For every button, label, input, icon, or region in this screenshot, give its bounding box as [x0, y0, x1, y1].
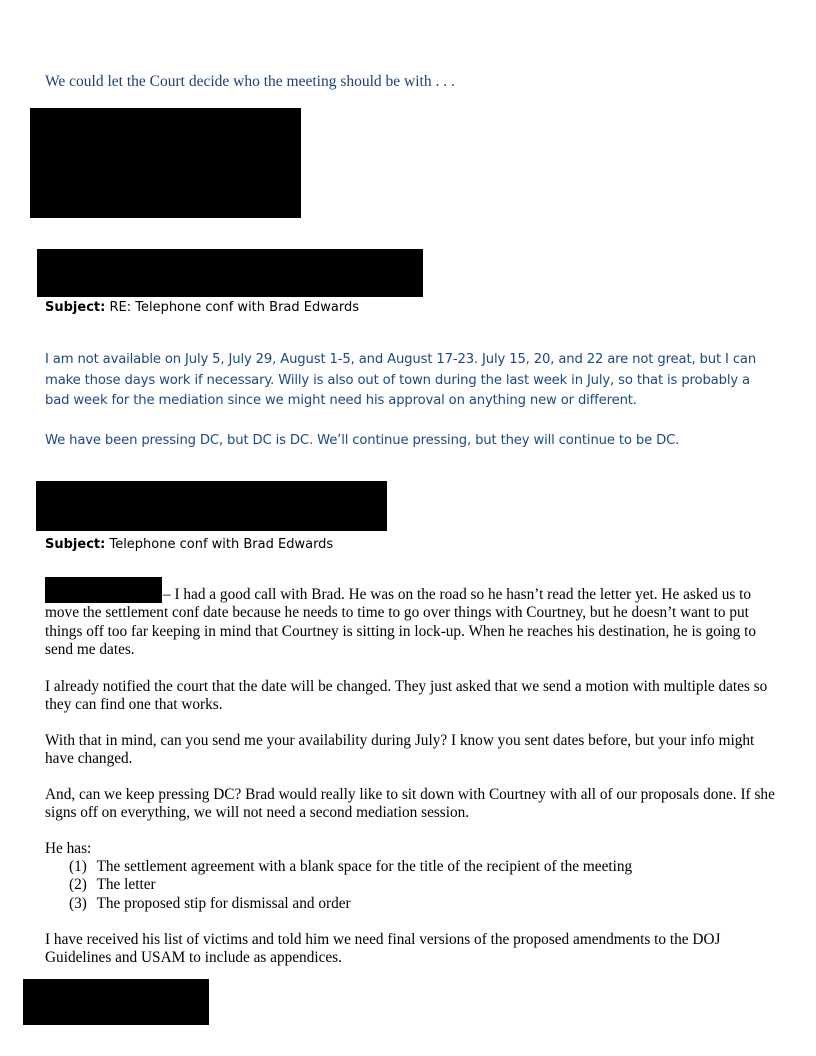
- subject-label: Subject:: [45, 300, 106, 315]
- redaction-signature-block: [30, 108, 301, 218]
- original-email-paragraph-2: I already notified the court that the date will be changed. They just asked that we send a motion with multiple dates so they can find one that works.: [45, 678, 768, 714]
- reply-email-paragraph-1: I am not available on July 5, July 29, August 1-5, and August 17-23. July 15, 20, and 22 are not great, but I can make those days work if necessary. Willy is also out of town during the last week in July, so that is probably a bad week for the mediation since we might need his approval on anything new or different.: [45, 352, 757, 408]
- subject-value: RE: Telephone conf with Brad Edwards: [109, 300, 359, 315]
- list-item: [69, 895, 769, 913]
- original-email-paragraph-1: – I had a good call with Brad. He was on the road so he hasn’t read the letter yet. He asked us to move the settlement conf date because he needs to time to go over things with Courtney, but he doesn’t want to put things off too far keeping in mind that Courtney is sitting in lock-up. When he reaches his destination, he is going to send me dates.: [45, 586, 757, 659]
- list-item: [69, 858, 769, 876]
- list-item-number: (1): [69, 858, 87, 875]
- reply-email-paragraph-2: We have been pressing DC, but DC is DC. We’ll continue pressing, but they will continue to be DC.: [45, 433, 680, 448]
- email-subject-2: [45, 537, 333, 552]
- list-item-text: The settlement agreement with a blank space for the title of the recipient of the meeting: [96, 858, 633, 875]
- original-email-paragraph-4: And, can we keep pressing DC? Brad would really like to sit down with Courtney with all of our proposals done. If she signs off on everything, we will not need a second mediation session.: [45, 786, 775, 822]
- list-item-text: The proposed stip for dismissal and order: [96, 894, 351, 912]
- numbered-list: [69, 858, 769, 913]
- list-item-number: (2): [69, 876, 87, 894]
- list-item: [69, 876, 769, 894]
- email-subject-1: [45, 300, 359, 315]
- subject-value: Telephone conf with Brad Edwards: [109, 537, 334, 552]
- original-email-paragraph-3: With that in mind, can you send me your availability during July? I know you sent dates before, but your info might have changed.: [45, 732, 755, 768]
- redaction-email-header-1: [37, 249, 423, 297]
- redaction-email-header-2: [36, 481, 387, 531]
- top-reply-text: We could let the Court decide who the meeting should be with . . .: [45, 73, 455, 90]
- list-intro: He has:: [45, 840, 92, 857]
- original-email-paragraph-5: I have received his list of victims and told him we need final versions of the proposed amendments to the DOJ Guidelines and USAM to include as appendices.: [45, 931, 721, 967]
- list-item-number: (3): [69, 894, 87, 912]
- subject-label: Subject:: [45, 537, 106, 552]
- list-item-text: The letter: [96, 876, 156, 894]
- redaction-bottom-signature: [23, 979, 209, 1025]
